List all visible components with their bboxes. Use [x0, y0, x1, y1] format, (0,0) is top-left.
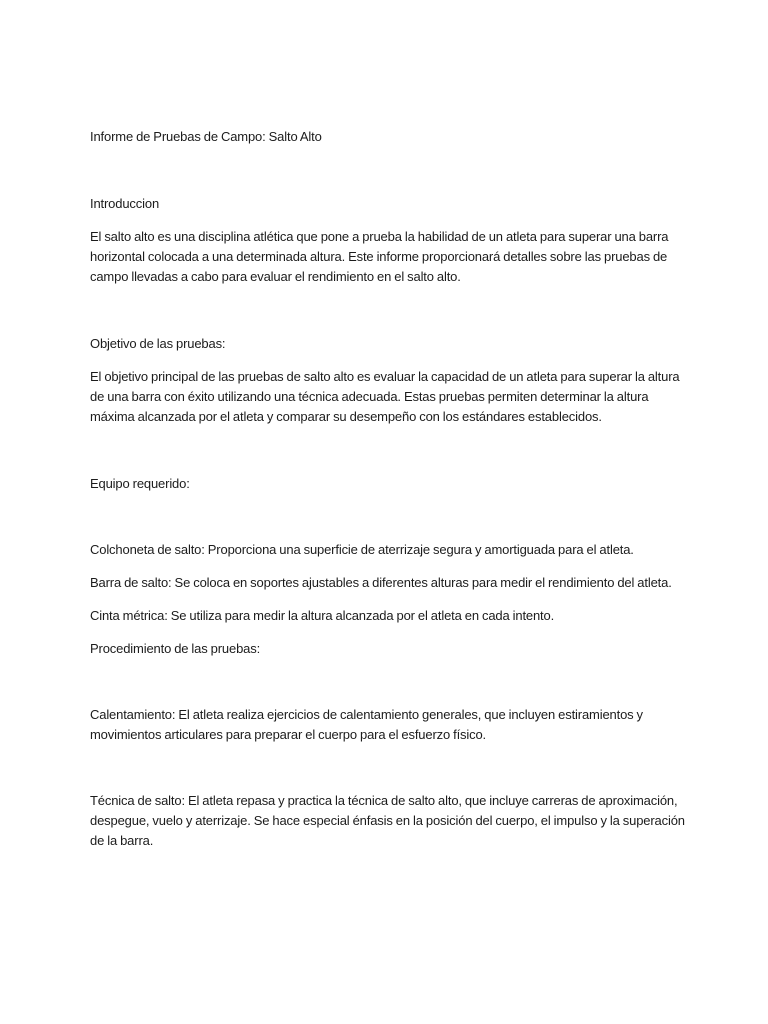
equipo-item: Cinta métrica: Se utiliza para medir la altura alcanzada por el atleta en cada intento. [90, 608, 555, 623]
procedimiento-heading: Procedimiento de las pruebas: [90, 641, 261, 656]
equipo-item: Barra de salto: Se coloca en soportes ajustables a diferentes alturas para medir el rendimiento del atleta. [90, 575, 672, 590]
document-title: Informe de Pruebas de Campo: Salto Alto [90, 129, 322, 144]
objetivo-heading: Objetivo de las pruebas: [90, 336, 226, 351]
introduccion-paragraph: El salto alto es una disciplina atlética que pone a prueba la habilidad de un atleta para superar una barra horizontal colocada a una determinada altura. Este informe proporcionará detalles sobre las pruebas de campo llevadas a cabo para evaluar el rendimiento en el salto alto. [90, 229, 669, 284]
introduccion-heading: Introduccion [90, 196, 160, 211]
document-body [90, 127, 686, 851]
procedimiento-step: Calentamiento: El atleta realiza ejercicios de calentamiento generales, que incluyen estiramientos y movimientos articulares para preparar el cuerpo para el esfuerzo físico. [90, 707, 643, 742]
procedimiento-step: Técnica de salto: El atleta repasa y practica la técnica de salto alto, que incluye carreras de aproximación, despegue, vuelo y aterrizaje. Se hace especial énfasis en la posición del cuerpo, el impulso y la superación de la barra. [90, 793, 685, 848]
equipo-heading: Equipo requerido: [90, 476, 190, 491]
objetivo-paragraph: El objetivo principal de las pruebas de salto alto es evaluar la capacidad de un atleta para superar la altura de una barra con éxito utilizando una técnica adecuada. Estas pruebas permiten determinar la altura máxima alcanzada por el atleta y comparar su desempeño con los estándares establecidos. [90, 369, 680, 424]
equipo-item: Colchoneta de salto: Proporciona una superficie de aterrizaje segura y amortiguada para el atleta. [90, 542, 634, 557]
